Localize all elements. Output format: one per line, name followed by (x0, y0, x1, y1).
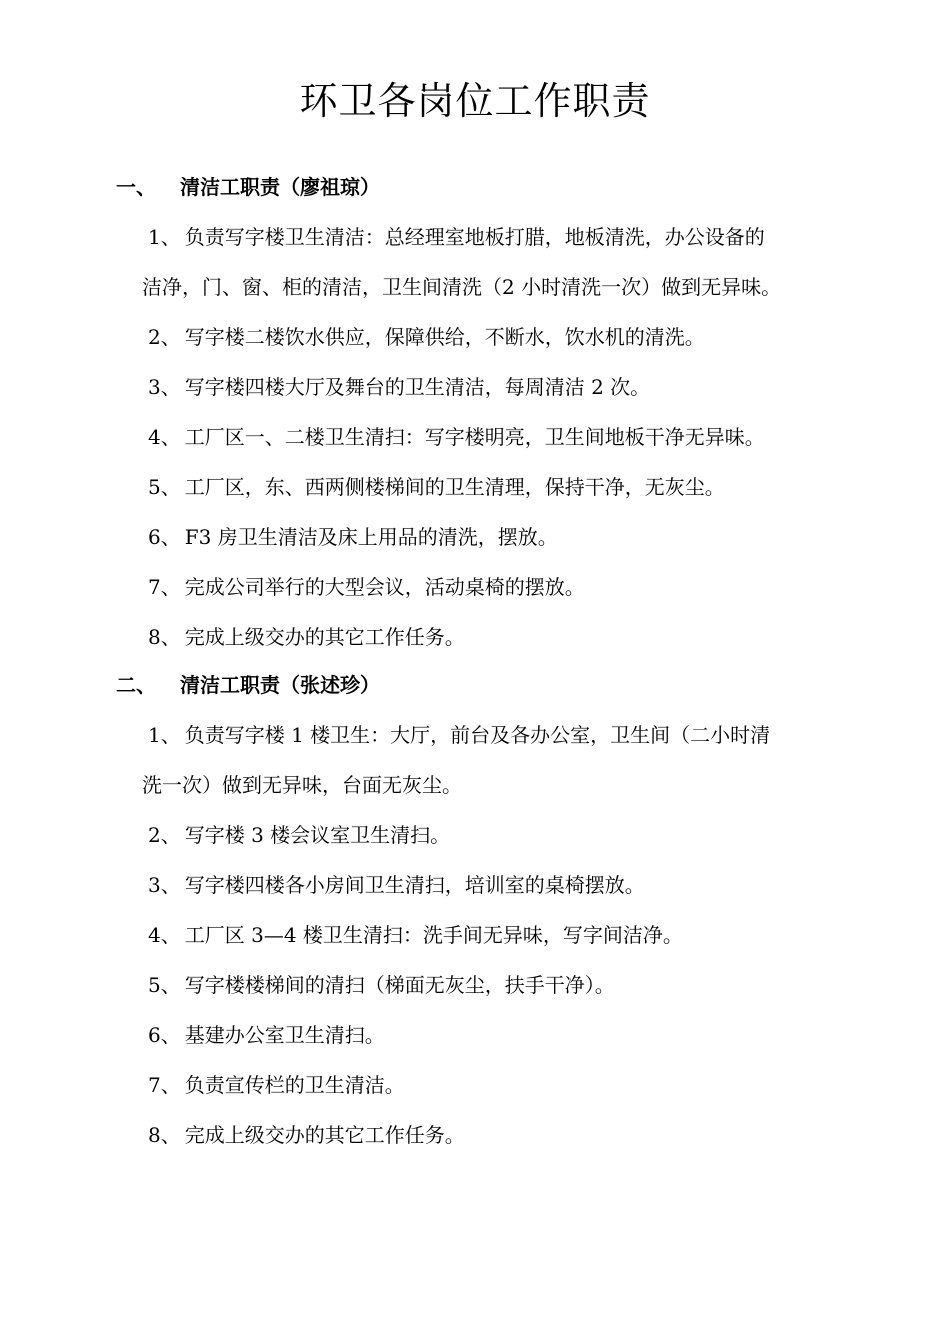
item-text: 写字楼四楼各小房间卫生清扫，培训室的桌椅摆放。 (184, 873, 645, 897)
item-index: 6、 (148, 525, 181, 549)
section-heading (116, 172, 380, 202)
item-index: 8、 (148, 625, 181, 649)
item-index: 2、 (148, 823, 181, 847)
section-title: 清洁工职责（张述珍） (180, 673, 380, 697)
section-number: 二、 (116, 673, 156, 697)
item-text: 写字楼四楼大厅及舞台的卫生清洁，每周清洁 2 次。 (184, 375, 651, 399)
item-text: 完成上级交办的其它工作任务。 (184, 625, 465, 649)
item-index: 4、 (148, 425, 181, 449)
list-item (148, 960, 848, 1010)
item-text: 负责宣传栏的卫生清洁。 (184, 1073, 405, 1097)
item-index: 4、 (148, 923, 181, 947)
item-index: 5、 (148, 973, 181, 997)
item-text: 基建办公室卫生清扫。 (184, 1023, 385, 1047)
item-text: 负责写字楼卫生清洁：总经理室地板打腊，地板清洗，办公设备的 (184, 225, 765, 249)
list-item (148, 1060, 848, 1110)
list-item (148, 810, 848, 860)
section-number: 一、 (116, 175, 156, 199)
list-item (148, 562, 848, 612)
item-text: 工厂区一、二楼卫生清扫：写字楼明亮，卫生间地板干净无异味。 (184, 425, 765, 449)
item-text: 写字楼二楼饮水供应，保障供给，不断水，饮水机的清洗。 (184, 325, 705, 349)
list-item-continuation: 洗一次）做到无异味，台面无灰尘。 (142, 773, 462, 797)
document-title: 环卫各岗位工作职责 (299, 79, 651, 123)
item-index: 8、 (148, 1123, 181, 1147)
list-item (148, 710, 848, 760)
list-item (148, 512, 848, 562)
list-item (148, 312, 848, 362)
list-item (148, 212, 848, 262)
item-text: 完成上级交办的其它工作任务。 (184, 1123, 465, 1147)
list-item (148, 1010, 848, 1060)
item-index: 7、 (148, 1073, 181, 1097)
item-text: 写字楼楼梯间的清扫（梯面无灰尘，扶手干净）。 (184, 973, 615, 997)
item-text: 工厂区 3—4 楼卫生清扫：洗手间无异味，写字间洁净。 (184, 923, 683, 947)
item-index: 3、 (148, 873, 181, 897)
section-title: 清洁工职责（廖祖琼） (180, 175, 380, 199)
item-text: 工厂区，东、西两侧楼梯间的卫生清理，保持干净，无灰尘。 (184, 475, 725, 499)
item-index: 3、 (148, 375, 181, 399)
item-index: 5、 (148, 475, 181, 499)
item-index: 6、 (148, 1023, 181, 1047)
list-item (148, 910, 848, 960)
item-text: 写字楼 3 楼会议室卫生清扫。 (184, 823, 451, 847)
item-index: 1、 (148, 723, 181, 747)
item-index: 2、 (148, 325, 181, 349)
list-item (148, 1110, 848, 1160)
item-text: 负责写字楼 1 楼卫生：大厅，前台及各办公室，卫生间（二小时清 (184, 723, 771, 747)
list-item (148, 462, 848, 512)
list-item (148, 412, 848, 462)
item-index: 1、 (148, 225, 181, 249)
item-text: F3 房卫生清洁及床上用品的清洗，摆放。 (184, 525, 558, 549)
item-index: 7、 (148, 575, 181, 599)
section-heading (116, 670, 380, 700)
item-text: 完成公司举行的大型会议，活动桌椅的摆放。 (184, 575, 585, 599)
list-item (148, 612, 848, 662)
list-item (148, 362, 848, 412)
list-item (148, 860, 848, 910)
list-item-continuation: 洁净，门、窗、柜的清洁，卫生间清洗（2 小时清洗一次）做到无异味。 (142, 275, 782, 299)
